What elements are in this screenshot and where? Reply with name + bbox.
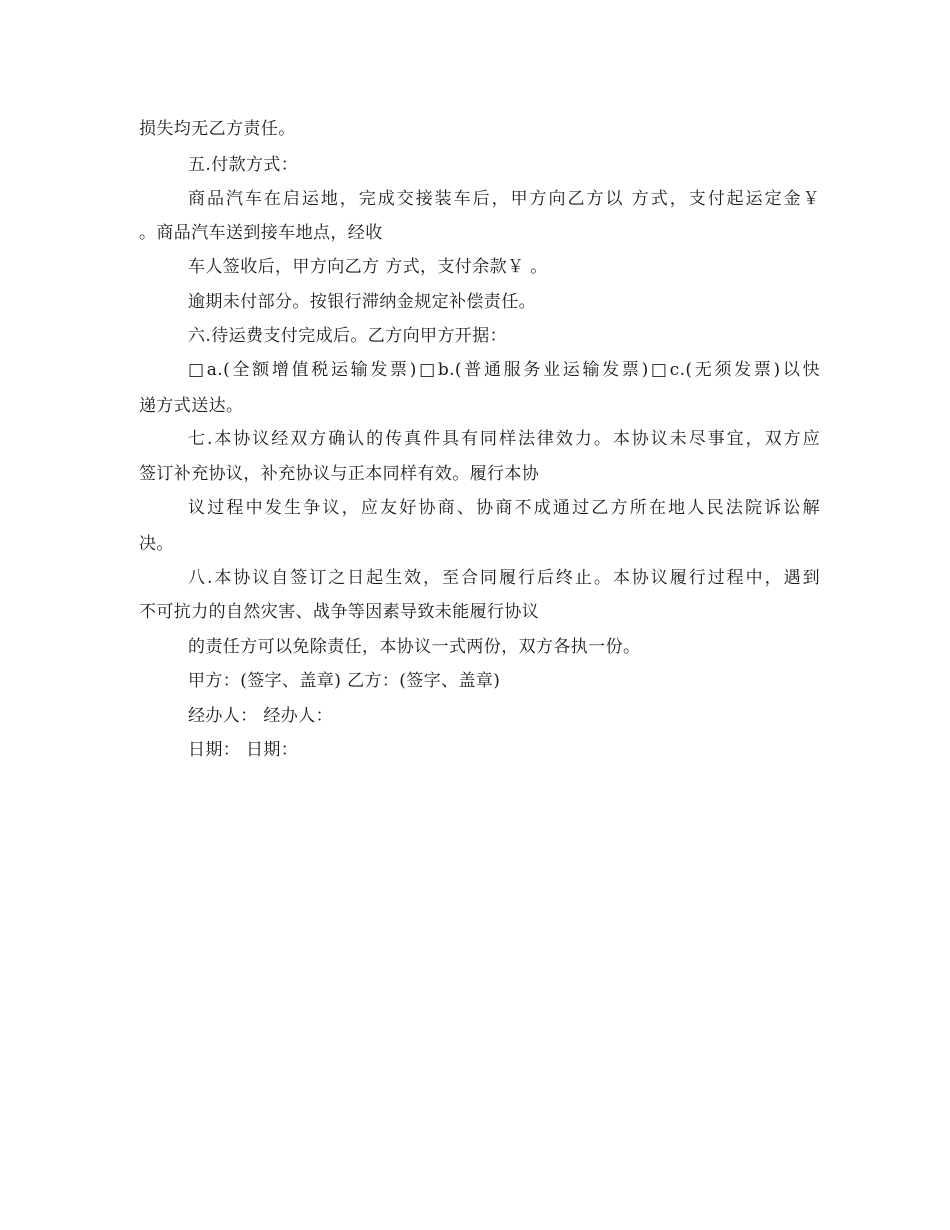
paragraph-line: 签订补充协议，补充协议与正本同样有效。履行本协 <box>139 464 540 484</box>
section-eight-line: 八.本协议自签订之日起生效，至合同履行后终止。本协议履行过程中，遇到 <box>188 568 820 588</box>
paragraph-line: 决。 <box>139 534 174 554</box>
paragraph-line: 逾期未付部分。按银行滞纳金规定补偿责任。 <box>188 292 536 312</box>
section-heading-payment: 五.付款方式： <box>188 155 299 175</box>
paragraph-line: 车人签收后，甲方向乙方 方式，支付余款￥ 。 <box>188 257 548 277</box>
paragraph-line: 不可抗力的自然灾害、战争等因素导致未能履行协议 <box>139 602 540 622</box>
signature-dates: 日期： 日期： <box>188 740 299 760</box>
paragraph-line: 损失均无乙方责任。 <box>139 119 296 139</box>
paragraph-line: 商品汽车在启运地，完成交接装车后，甲方向乙方以 方式，支付起运定金￥ <box>188 189 820 209</box>
paragraph-line: 递方式送达。 <box>139 396 244 416</box>
paragraph-line: 。商品汽车送到接车地点，经收 <box>139 223 383 243</box>
paragraph-line: 议过程中发生争议，应友好协商、协商不成通过乙方所在地人民法院诉讼解 <box>188 498 820 518</box>
section-heading-invoice: 六.待运费支付完成后。乙方向甲方开据： <box>188 326 508 346</box>
section-seven-line: 七.本协议经双方确认的传真件具有同样法律效力。本协议未尽事宜，双方应 <box>188 429 820 449</box>
invoice-options: □a.(全额增值税运输发票)□b.(普通服务业运输发票)□c.(无须发票)以快 <box>188 360 820 380</box>
signature-handlers: 经办人： 经办人： <box>188 706 334 726</box>
signature-parties: 甲方：(签字、盖章) 乙方：(签字、盖章) <box>188 671 501 691</box>
paragraph-line: 的责任方可以免除责任，本协议一式两份，双方各执一份。 <box>188 637 641 657</box>
